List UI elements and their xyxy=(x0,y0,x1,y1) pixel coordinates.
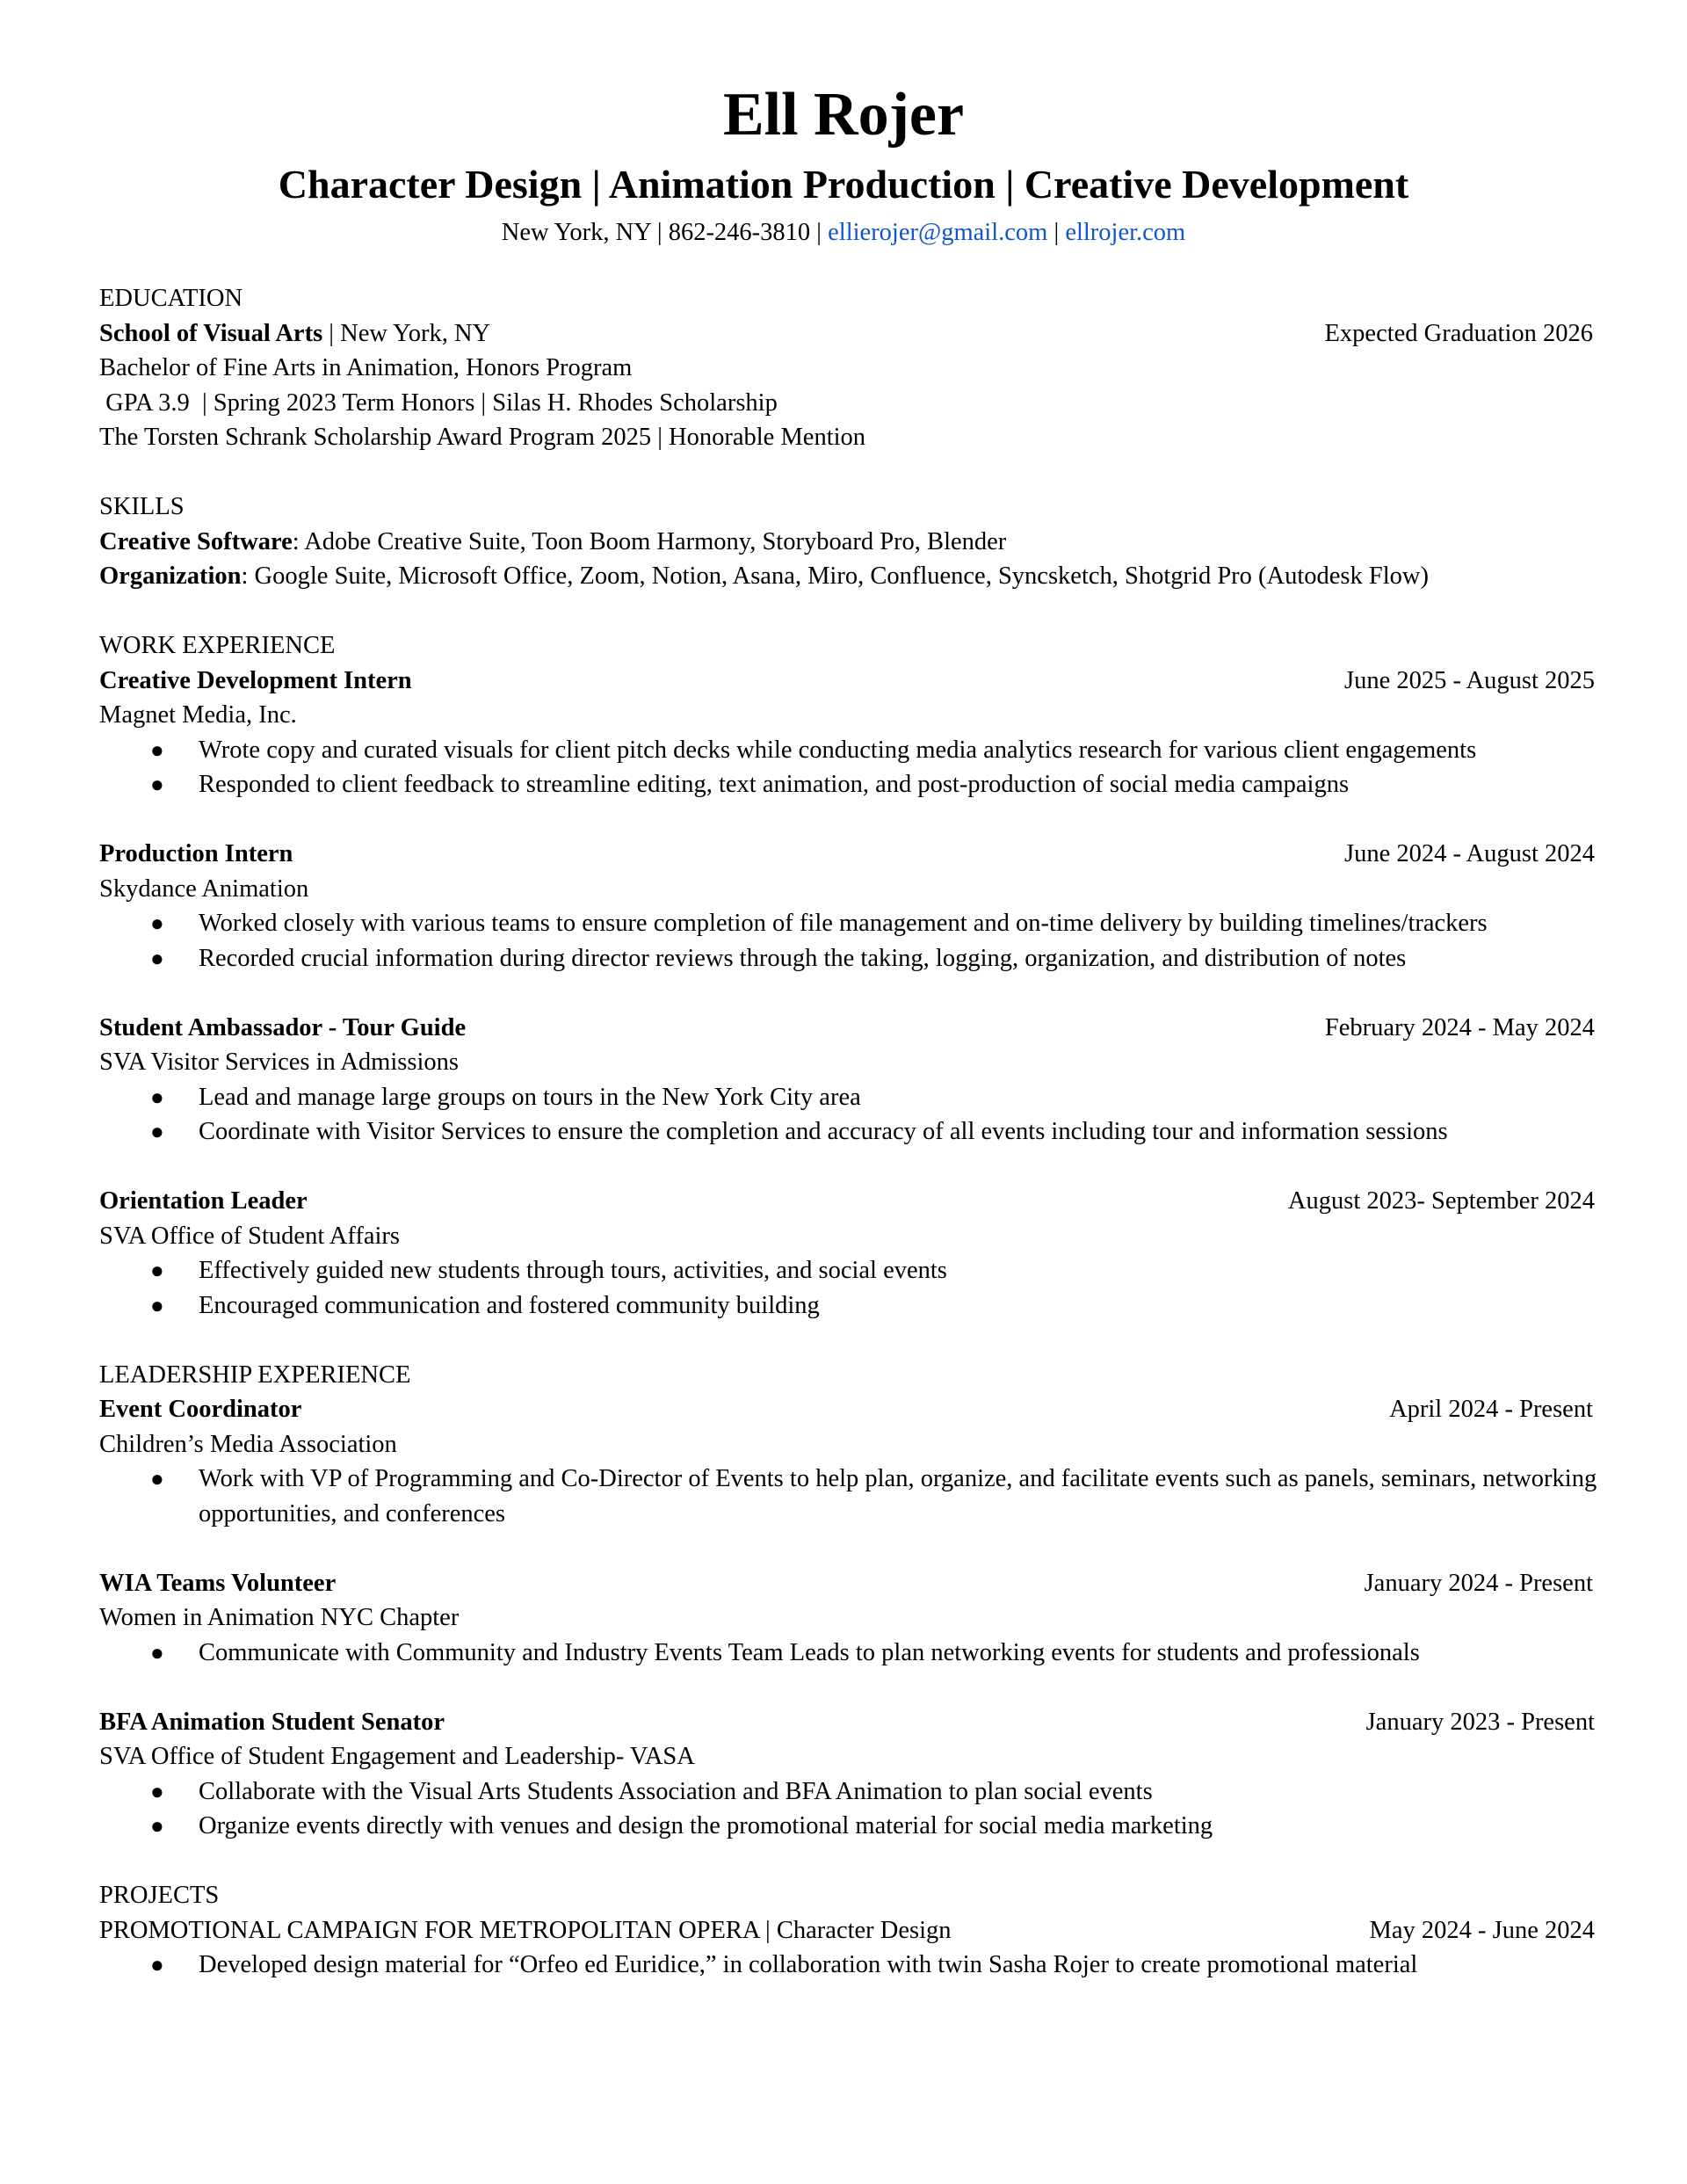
bullet-item xyxy=(99,1774,1593,1810)
bullet-text: Effectively guided new students through tours, activities, and social events xyxy=(199,1257,947,1284)
bullet-text: Recorded crucial information during director reviews through the taking, logging, organization, and distribution of notes xyxy=(199,944,1407,972)
bullet-item xyxy=(99,1462,1648,1531)
role-title: Event Coordinator xyxy=(99,1396,302,1423)
bullet-text: Organize events directly with venues and design the promotional material for social media marketing xyxy=(199,1812,1213,1839)
website-link[interactable]: ellrojer.com xyxy=(1065,219,1186,246)
role-title-row xyxy=(99,1705,1593,1740)
project-title: PROMOTIONAL CAMPAIGN FOR METROPOLITAN OPERA | Character Design xyxy=(99,1916,952,1944)
role-date: January 2023 - Present xyxy=(1365,1708,1595,1736)
role-title-row xyxy=(99,1392,1593,1427)
contact-line xyxy=(0,216,1687,250)
bullet-icon: ● xyxy=(150,1466,164,1491)
education-heading: EDUCATION xyxy=(99,285,243,312)
bullet-item xyxy=(99,733,1593,768)
role-date: January 2024 - Present xyxy=(1364,1569,1593,1597)
bullet-text: Responded to client feedback to streamline editing, text animation, and post-production of social media campaigns xyxy=(199,771,1350,798)
project-date: May 2024 - June 2024 xyxy=(1369,1916,1595,1944)
bullet-item xyxy=(99,1253,1593,1288)
skills-creative-value: : Adobe Creative Suite, Toon Boom Harmony, Storyboard Pro, Blender xyxy=(292,527,1007,555)
bullet-icon: ● xyxy=(150,1258,164,1283)
skills-creative-label: Creative Software xyxy=(99,527,293,555)
role-title: WIA Teams Volunteer xyxy=(99,1569,337,1597)
bullet-item xyxy=(99,941,1593,976)
bullet-text: Work with VP of Programming and Co-Director of Events to help plan, organize, and facilitate events such as panels, seminars, networking opportunities, and conferences xyxy=(199,1465,1597,1527)
role-title-row xyxy=(99,1566,1593,1601)
bullet-icon: ● xyxy=(150,945,164,971)
project-title-row xyxy=(99,1913,1593,1948)
role-date: April 2024 - Present xyxy=(1389,1396,1593,1423)
candidate-subtitle: Character Design | Animation Production | Creative Development xyxy=(278,162,1409,207)
role-org: Women in Animation NYC Chapter xyxy=(99,1604,460,1631)
bullet-icon: ● xyxy=(150,1952,164,1977)
job-org: SVA Visitor Services in Admissions xyxy=(99,1048,459,1076)
bullet-text: Lead and manage large groups on tours in the New York City area xyxy=(199,1083,861,1111)
bullet-icon: ● xyxy=(150,736,164,763)
job-org: Skydance Animation xyxy=(99,874,309,903)
bullet-item xyxy=(99,1288,1593,1324)
bullet-text: Developed design material for “Orfeo ed Euridice,” in collaboration with twin Sasha Rojer to create promotional material xyxy=(199,1951,1418,1978)
contact-location-phone: New York, NY | 862-246-3810 | xyxy=(501,219,829,246)
bullet-item xyxy=(99,1080,1593,1115)
job-title: Creative Development Intern xyxy=(99,666,412,694)
bullet-item xyxy=(99,1948,1593,1983)
job-title-row xyxy=(99,1184,1593,1219)
bullet-icon: ● xyxy=(150,1639,164,1665)
education-award: The Torsten Schrank Scholarship Award Program 2025 | Honorable Mention xyxy=(99,424,866,451)
skills-heading: SKILLS xyxy=(99,493,185,520)
job-org: Magnet Media, Inc. xyxy=(99,701,297,729)
bullet-text: Encouraged communication and fostered community building xyxy=(199,1291,820,1319)
job-title-row xyxy=(99,664,1593,699)
job-date: June 2024 - August 2024 xyxy=(1344,840,1595,867)
candidate-name: Ell Rojer xyxy=(722,81,965,149)
job-date: August 2023- September 2024 xyxy=(1287,1187,1595,1215)
job-title: Student Ambassador - Tour Guide xyxy=(99,1013,467,1041)
bullet-icon: ● xyxy=(150,1119,164,1144)
work-heading: WORK EXPERIENCE xyxy=(99,632,336,659)
job-date: June 2025 - August 2025 xyxy=(1344,666,1595,694)
role-org: SVA Office of Student Engagement and Leadership- VASA xyxy=(99,1743,695,1770)
email-link[interactable]: ellierojer@gmail.com xyxy=(828,219,1048,246)
job-title: Orientation Leader xyxy=(99,1187,308,1215)
bullet-text: Collaborate with the Visual Arts Students Association and BFA Animation to plan social events xyxy=(199,1777,1153,1805)
bullet-icon: ● xyxy=(150,1778,164,1804)
bullet-icon: ● xyxy=(150,1084,164,1110)
bullet-text: Worked closely with various teams to ensure completion of file management and on-time delivery by building timelines/trackers xyxy=(199,910,1488,937)
bullet-item xyxy=(99,1636,1593,1671)
school-location: | New York, NY xyxy=(322,319,491,347)
education-date: Expected Graduation 2026 xyxy=(1324,319,1593,347)
skills-creative xyxy=(99,525,1593,560)
resume-body xyxy=(99,281,1597,1983)
role-org: Children’s Media Association xyxy=(99,1430,397,1458)
school-name: School of Visual Arts xyxy=(99,319,323,347)
bullet-icon: ● xyxy=(150,911,164,936)
skills-org-value: : Google Suite, Microsoft Office, Zoom, Notion, Asana, Miro, Confluence, Syncsketch, Shotgrid Pro (Autodesk Flow) xyxy=(241,562,1429,590)
bullet-icon: ● xyxy=(150,772,164,797)
bullet-item xyxy=(99,1114,1593,1150)
bullet-icon: ● xyxy=(150,1292,164,1318)
bullet-icon: ● xyxy=(150,1813,164,1839)
job-org: SVA Office of Student Affairs xyxy=(99,1222,400,1250)
bullet-item xyxy=(99,1809,1593,1844)
leadership-heading: LEADERSHIP EXPERIENCE xyxy=(99,1360,411,1389)
education-school-row xyxy=(99,316,1593,352)
education-honors: GPA 3.9 | Spring 2023 Term Honors | Silas H. Rhodes Scholarship xyxy=(99,388,778,417)
education-degree: Bachelor of Fine Arts in Animation, Honors Program xyxy=(99,354,633,381)
bullet-text: Wrote copy and curated visuals for client pitch decks while conducting media analytics research for various client engagements xyxy=(199,736,1477,764)
contact-separator: | xyxy=(1047,219,1066,246)
bullet-text: Coordinate with Visitor Services to ensure the completion and accuracy of all events including tour and information sessions xyxy=(199,1118,1448,1145)
skills-org-label: Organization xyxy=(99,562,242,590)
bullet-item xyxy=(99,767,1593,802)
job-date: February 2024 - May 2024 xyxy=(1324,1013,1595,1041)
job-title-row xyxy=(99,1011,1593,1046)
bullet-text: Communicate with Community and Industry Events Team Leads to plan networking events for students and professionals xyxy=(199,1638,1420,1666)
job-title: Production Intern xyxy=(99,840,293,867)
role-title: BFA Animation Student Senator xyxy=(99,1708,445,1736)
job-title-row xyxy=(99,837,1593,872)
projects-heading: PROJECTS xyxy=(99,1882,220,1909)
skills-organization xyxy=(99,559,1593,594)
bullet-item xyxy=(99,906,1593,941)
